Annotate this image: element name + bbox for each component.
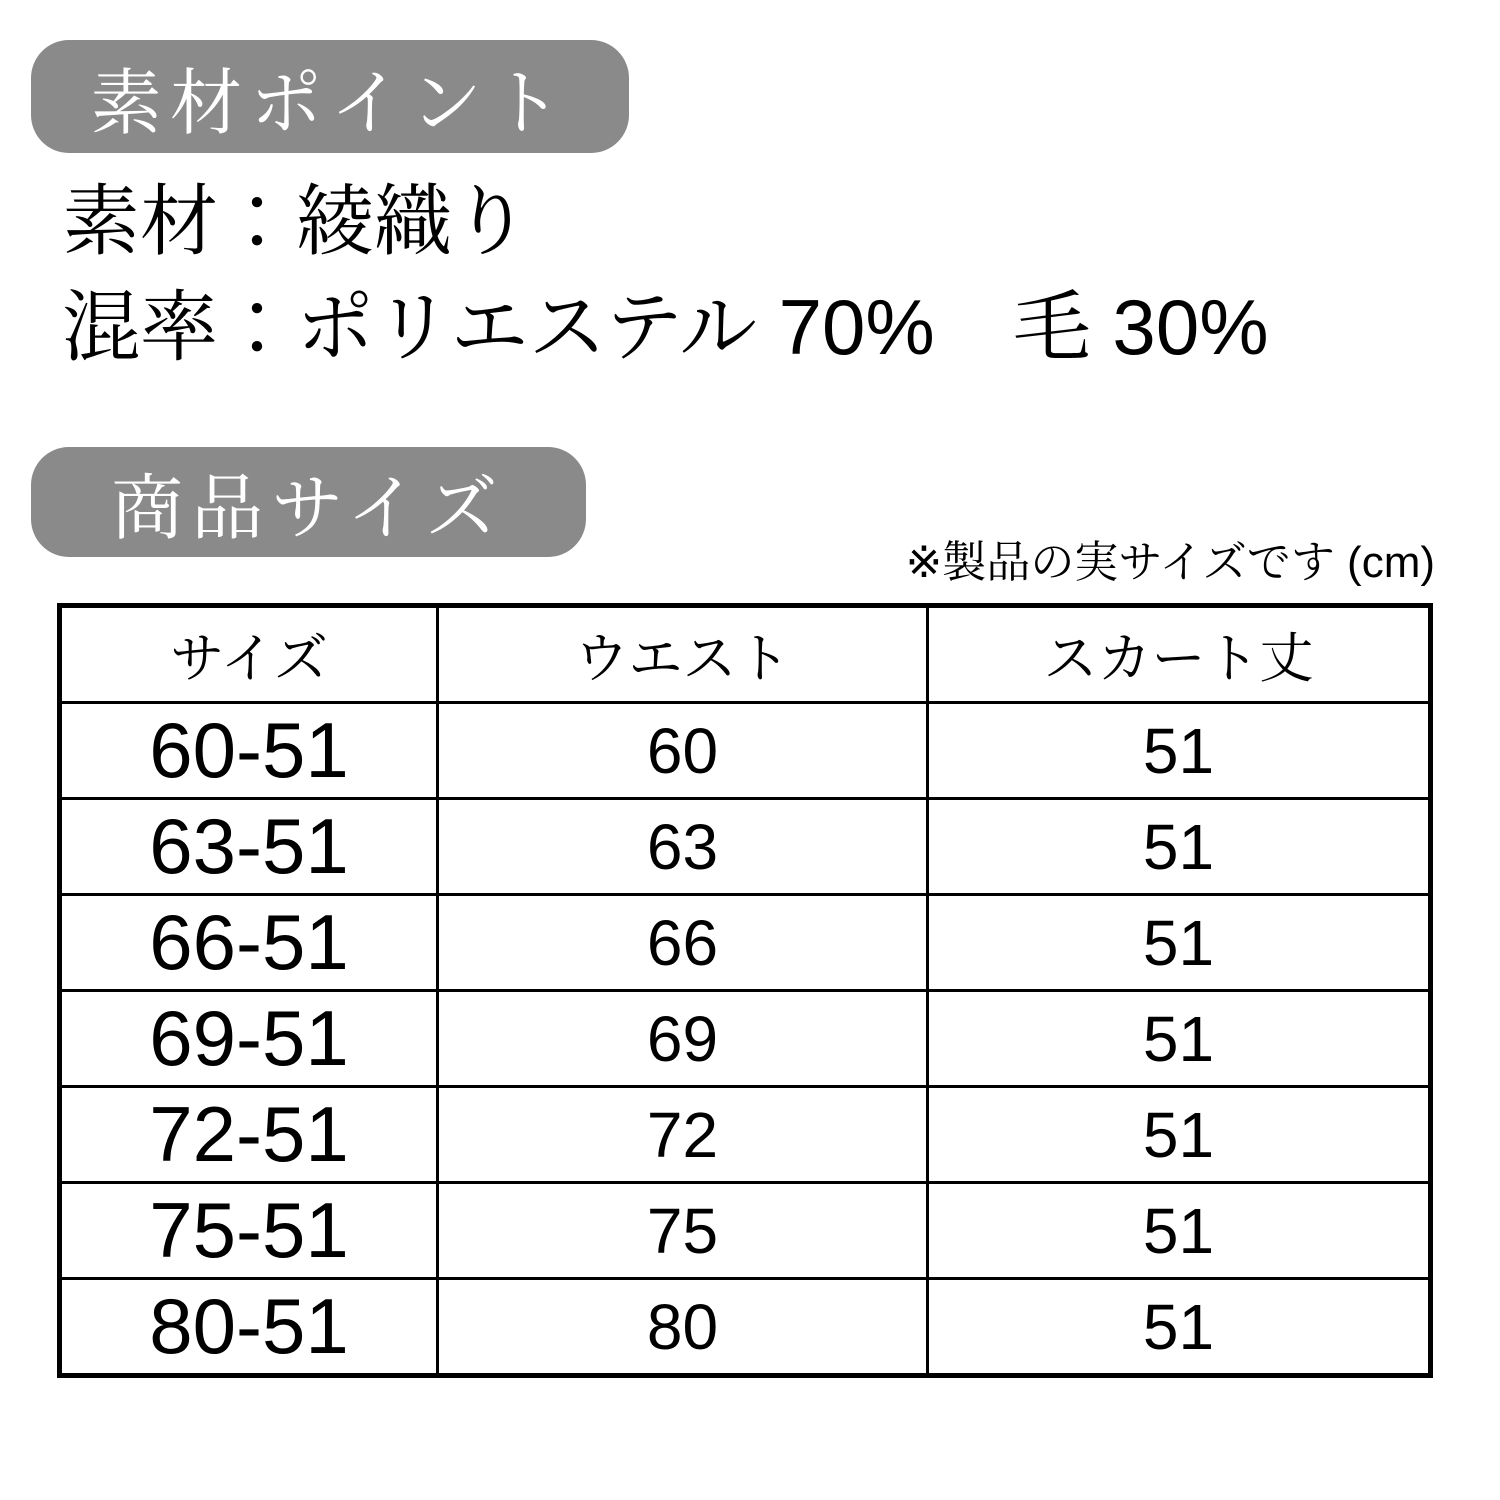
size-section-badge: 商品サイズ xyxy=(31,447,586,557)
cell-waist: 60 xyxy=(438,703,928,799)
table-row xyxy=(60,799,1431,895)
cell-size: 60-51 xyxy=(60,703,438,799)
cell-waist: 66 xyxy=(438,895,928,991)
table-row xyxy=(60,1087,1431,1183)
cell-size: 66-51 xyxy=(60,895,438,991)
cell-waist: 80 xyxy=(438,1279,928,1376)
material-info xyxy=(62,168,1269,380)
size-table xyxy=(57,603,1433,1378)
header-waist: ウエスト xyxy=(438,606,928,703)
cell-size: 72-51 xyxy=(60,1087,438,1183)
table-header-row xyxy=(60,606,1431,703)
table-row xyxy=(60,895,1431,991)
cell-size: 80-51 xyxy=(60,1279,438,1376)
material-blend-line: 混率：ポリエステル 70% 毛 30% xyxy=(62,283,1269,371)
cell-waist: 75 xyxy=(438,1183,928,1279)
header-skirt-length: スカート丈 xyxy=(928,606,1431,703)
cell-skirt-length: 51 xyxy=(928,703,1431,799)
cell-skirt-length: 51 xyxy=(928,895,1431,991)
cell-size: 75-51 xyxy=(60,1183,438,1279)
cell-skirt-length: 51 xyxy=(928,1279,1431,1376)
header-size: サイズ xyxy=(60,606,438,703)
cell-skirt-length: 51 xyxy=(928,1087,1431,1183)
cell-waist: 72 xyxy=(438,1087,928,1183)
cell-skirt-length: 51 xyxy=(928,1183,1431,1279)
cell-skirt-length: 51 xyxy=(928,799,1431,895)
cell-skirt-length: 51 xyxy=(928,991,1431,1087)
size-note: ※製品の実サイズです (cm) xyxy=(905,538,1435,587)
table-row xyxy=(60,1183,1431,1279)
material-fabric-line: 素材：綾織り xyxy=(62,177,531,265)
table-row xyxy=(60,703,1431,799)
table-row xyxy=(60,991,1431,1087)
cell-waist: 63 xyxy=(438,799,928,895)
material-section-badge: 素材ポイント xyxy=(31,40,629,153)
cell-size: 63-51 xyxy=(60,799,438,895)
table-row xyxy=(60,1279,1431,1376)
cell-size: 69-51 xyxy=(60,991,438,1087)
cell-waist: 69 xyxy=(438,991,928,1087)
